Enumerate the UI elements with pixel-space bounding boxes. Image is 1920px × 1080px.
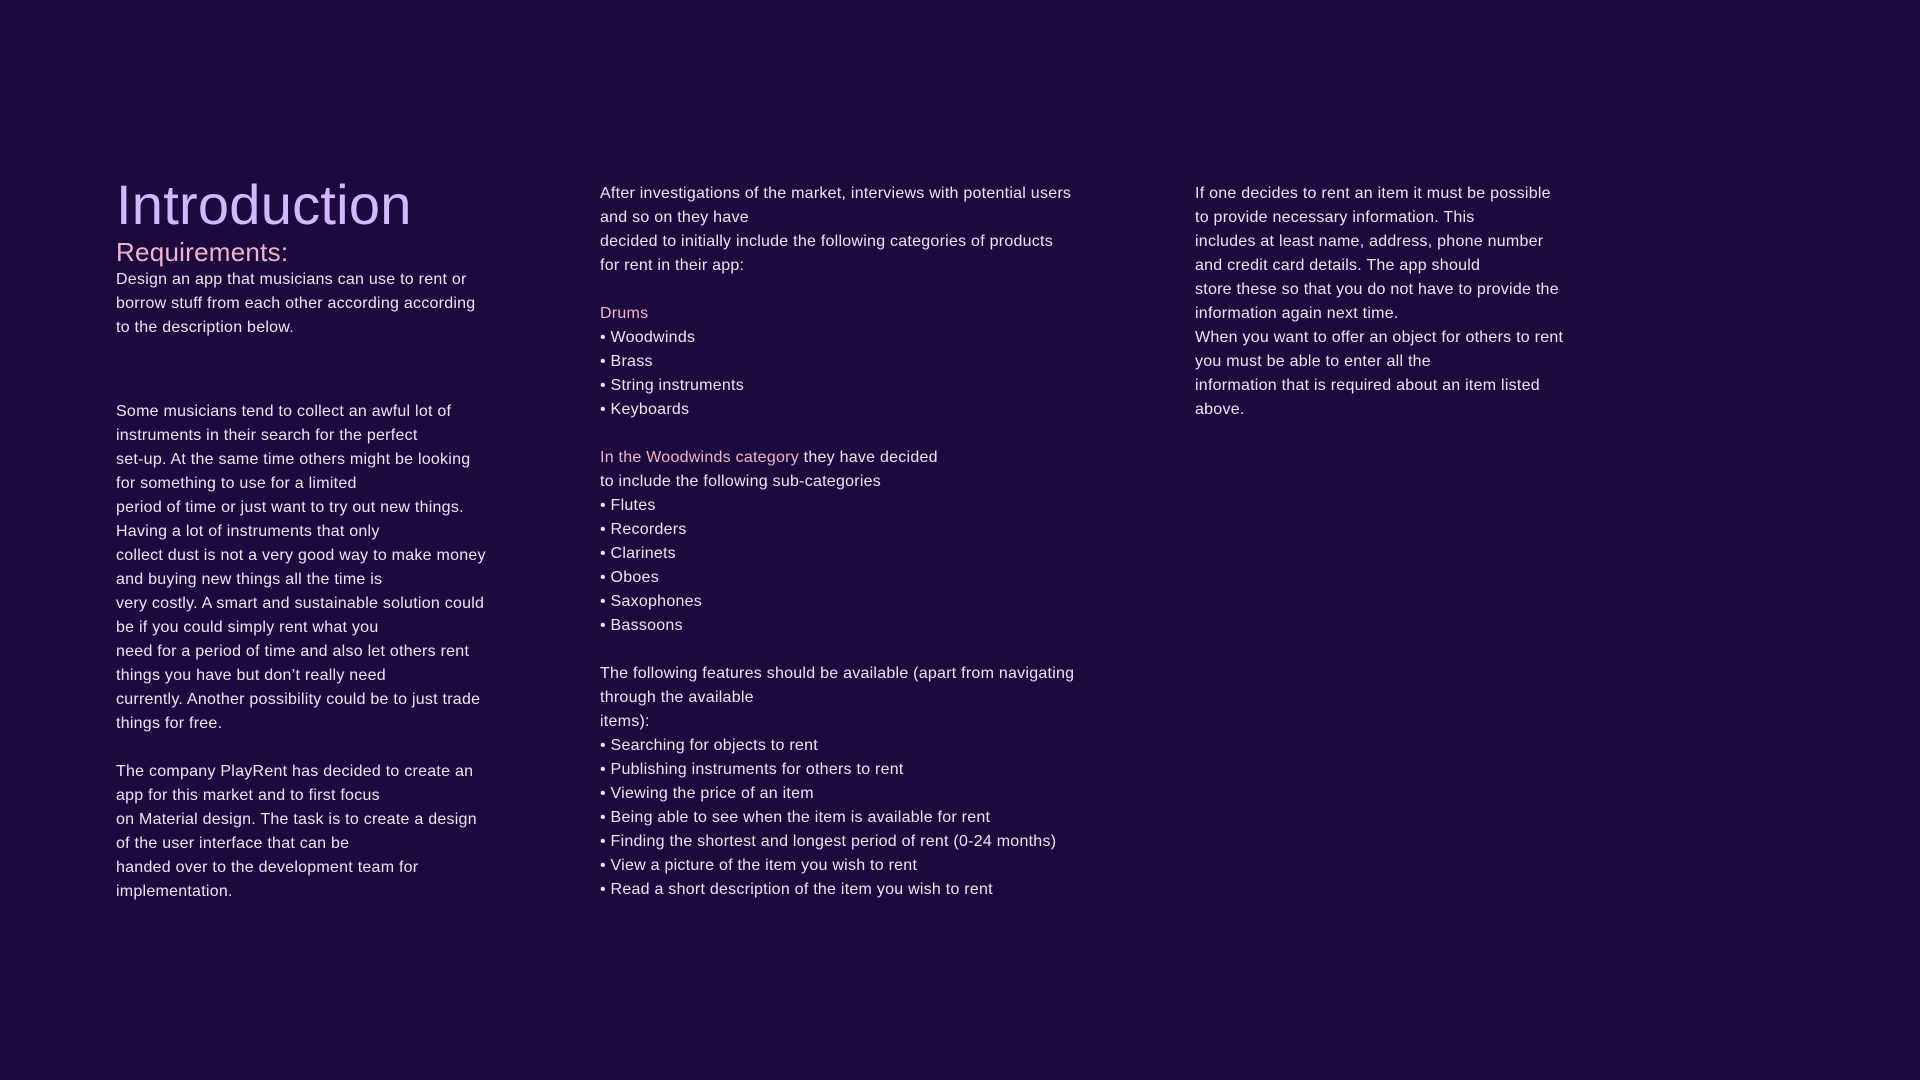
text-line: includes at least name, address, phone number <box>1195 233 1544 250</box>
requirements-heading: Requirements: <box>116 237 289 267</box>
text-line: be if you could simply rent what you <box>116 619 379 636</box>
text-line: app for this market and to first focus <box>116 787 380 804</box>
text-line: you must be able to enter all the <box>1195 353 1431 370</box>
text-line: handed over to the development team for <box>116 859 419 876</box>
list-item: • Oboes <box>600 569 659 586</box>
text-line: items): <box>600 713 650 730</box>
list-item: • Being able to see when the item is available for rent <box>600 809 991 826</box>
text-line: and so on they have <box>600 209 749 226</box>
woodwinds-heading-line <box>600 446 938 470</box>
page-title: Introduction <box>116 173 412 236</box>
text-line: currently. Another possibility could be to just trade <box>116 691 481 708</box>
text-line: set-up. At the same time others might be looking <box>116 451 471 468</box>
text-line: When you want to offer an object for others to rent <box>1195 329 1564 346</box>
text-line: things you have but don’t really need <box>116 667 386 684</box>
woodwinds-heading: In the Woodwinds category <box>600 449 799 466</box>
list-item: • Woodwinds <box>600 329 696 346</box>
text-line: instruments in their search for the perfect <box>116 427 418 444</box>
text-line: If one decides to rent an item it must be possible <box>1195 185 1551 202</box>
list-item: • Flutes <box>600 497 656 514</box>
text-line: to provide necessary information. This <box>1195 209 1475 226</box>
text-line: After investigations of the market, interviews with potential users <box>600 185 1072 202</box>
text-line: to include the following sub-categories <box>600 473 882 490</box>
text-line: through the available <box>600 689 754 706</box>
text-line: need for a period of time and also let others rent <box>116 643 470 660</box>
list-item: • Finding the shortest and longest period of rent (0-24 months) <box>600 833 1057 850</box>
text-line: very costly. A smart and sustainable solution could <box>116 595 485 612</box>
woodwinds-heading-rest: they have decided <box>798 449 938 466</box>
text-line: Some musicians tend to collect an awful lot of <box>116 403 452 420</box>
list-item: • Searching for objects to rent <box>600 737 818 754</box>
text-line: on Material design. The task is to create a design <box>116 811 477 828</box>
text-line: The following features should be available (apart from navigating <box>600 665 1075 682</box>
text-line: period of time or just want to try out new things. <box>116 499 464 516</box>
text-line: and buying new things all the time is <box>116 571 383 588</box>
list-item: • Saxophones <box>600 593 703 610</box>
text-line: decided to initially include the following categories of products <box>600 233 1053 250</box>
list-item: • Recorders <box>600 521 687 538</box>
text-line: Having a lot of instruments that only <box>116 523 380 540</box>
text-line: to the description below. <box>116 319 294 336</box>
text-line: Design an app that musicians can use to rent or <box>116 271 467 288</box>
text-line: of the user interface that can be <box>116 835 350 852</box>
text-line: for rent in their app: <box>600 257 745 274</box>
list-item: • Clarinets <box>600 545 676 562</box>
text-line: store these so that you do not have to provide the <box>1195 281 1559 298</box>
text-line: things for free. <box>116 715 223 732</box>
list-item: • Publishing instruments for others to rent <box>600 761 904 778</box>
text-line: above. <box>1195 401 1245 418</box>
text-line: information again next time. <box>1195 305 1399 322</box>
text-line: information that is required about an item listed <box>1195 377 1540 394</box>
list-item: • String instruments <box>600 377 744 394</box>
text-line: collect dust is not a very good way to make money <box>116 547 486 564</box>
text-line: for something to use for a limited <box>116 475 357 492</box>
text-line: borrow stuff from each other according according <box>116 295 476 312</box>
list-item: • Brass <box>600 353 653 370</box>
list-item: • Viewing the price of an item <box>600 785 814 802</box>
list-item: • View a picture of the item you wish to rent <box>600 857 918 874</box>
text-line: The company PlayRent has decided to create an <box>116 763 474 780</box>
list-item: • Bassoons <box>600 617 683 634</box>
text-line: implementation. <box>116 883 233 900</box>
list-item: • Keyboards <box>600 401 690 418</box>
text-line: and credit card details. The app should <box>1195 257 1481 274</box>
category-heading-drums: Drums <box>600 305 649 322</box>
list-item: • Read a short description of the item you wish to rent <box>600 881 993 898</box>
